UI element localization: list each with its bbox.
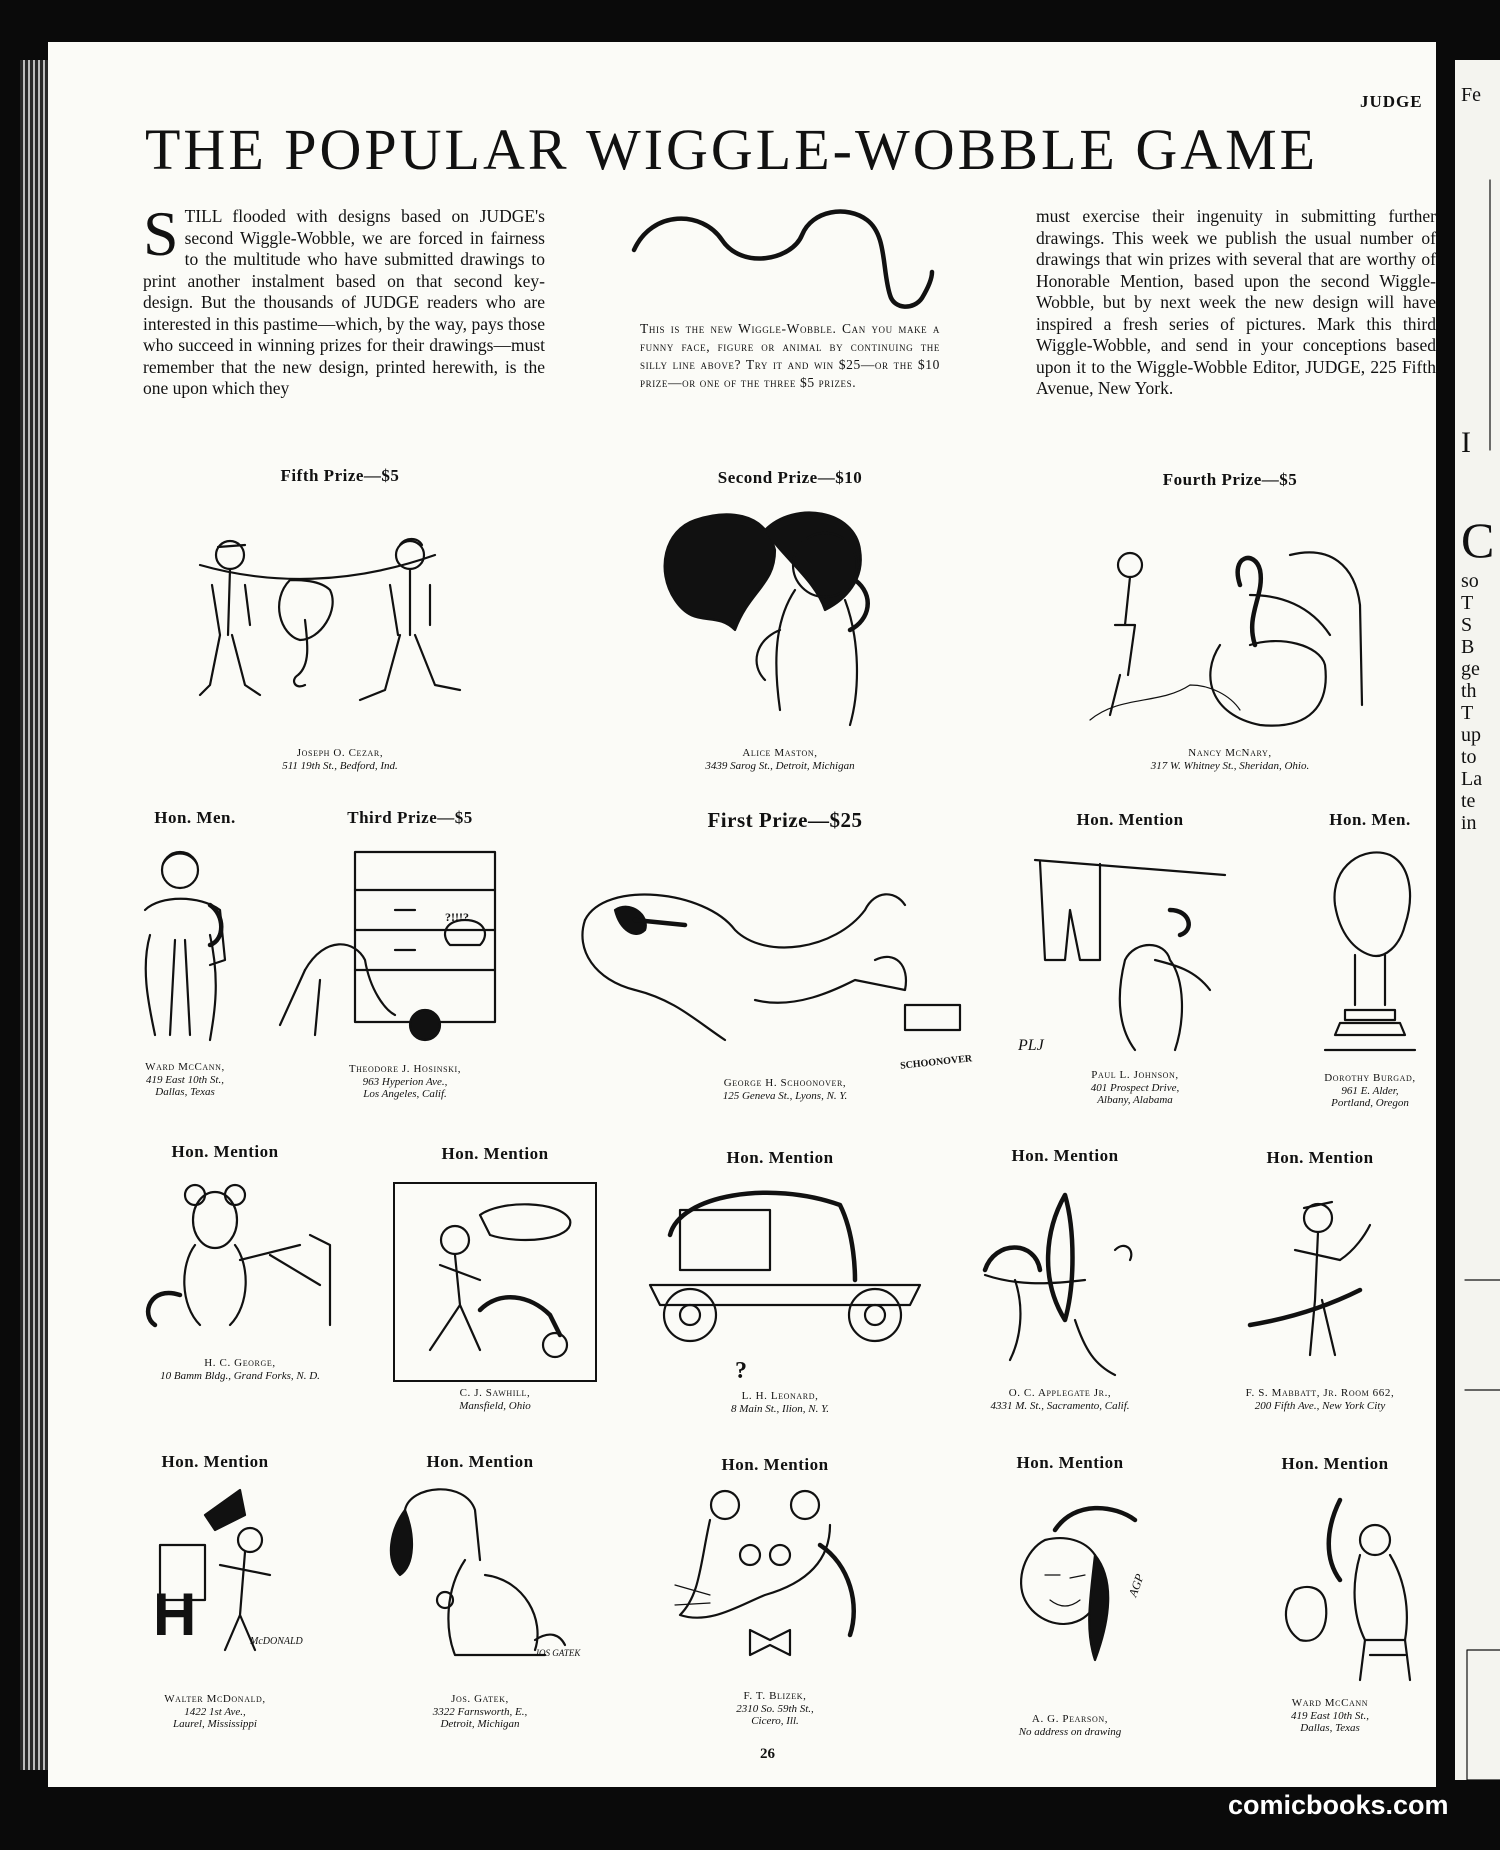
drawing-waterfall-scene [955,1190,1175,1380]
drawing-soldier-with-sword [1240,1180,1400,1365]
hon-mention-label: Hon. Mention [426,1452,534,1471]
entrant-name: L. H. Leonard, [741,1390,819,1402]
entry-credit [670,747,890,772]
drawing-old-automobile [640,1175,930,1355]
site-watermark: comicbooks.com [1228,1790,1449,1820]
facing-page-text: Fe [1461,84,1481,106]
letter-h-graphic: H [153,1581,197,1648]
artist-signature: JOS GATEK [535,1648,581,1658]
entrant-name: A. G. Pearson, [1031,1713,1109,1725]
entrant-address: 3322 Farnsworth, E., [432,1705,528,1718]
entrant-address-line2: Portland, Oregon [1331,1097,1409,1109]
entrant-address: 3439 Sarog St., Detroit, Michigan [705,759,855,772]
entry-credit [120,1061,250,1099]
entrant-address-line2: Dallas, Texas [1300,1722,1360,1734]
hon-mention-label: Hon. Mention [721,1455,829,1474]
hon-mention-label: Hon. Mention [441,1144,549,1163]
page-title: THE POPULAR WIGGLE-WOBBLE GAME [145,117,1319,182]
facing-page-text: T [1461,702,1474,724]
entry-credit [1110,747,1350,772]
facing-page-text: so [1461,570,1479,592]
entrant-name: Paul L. Johnson, [1091,1069,1179,1081]
hon-mention-label: Hon. Mention [726,1148,834,1167]
hon-mention-label: Hon. Mention [171,1142,279,1161]
entrant-name: Theodore J. Hosinski, [348,1063,462,1075]
drawing-dog-and-laundry [1025,850,1235,1065]
drawing-girl-with-hair [655,490,915,745]
entry-credit [1040,1069,1230,1107]
facing-page-text: La [1461,768,1483,790]
hon-mention-label: Hon. Mention [1281,1454,1389,1473]
hon-mention-label: Hon. Men. [154,808,236,827]
drawing-women-with-dog [1265,1480,1415,1685]
entrant-address: 1422 1st Ave., [184,1705,246,1718]
entrant-address: 317 W. Whitney St., Sheridan, Ohio. [1150,759,1310,772]
entrant-address-line2: Los Angeles, Calif. [363,1088,447,1100]
page-number: 26 [760,1746,775,1762]
speech-bubble-text: ?!!!? [445,910,469,924]
prize-label-first: First Prize—$25 [707,808,863,832]
facing-page-text: th [1461,680,1477,702]
facing-page [1455,60,1500,1780]
facing-page-text: B [1461,636,1475,658]
drawing-man-with-trousers [125,840,235,1055]
facing-page-frame-lines [1455,60,1500,1780]
entrant-name: C. J. Sawhill, [459,1387,531,1399]
entrant-name: George H. Schoonover, [723,1077,847,1089]
facing-page-text: I [1461,426,1471,459]
entrant-name: Jos. Gatek, [451,1693,509,1705]
entrant-address-line2: Albany, Alabama [1097,1094,1173,1106]
entry-credit [670,1077,900,1102]
new-design-caption: This is the new Wiggle-Wobble. Can you make a funny face, figure or animal by continuing the silly line above? Try it and win $25—or the $10 prize—or one of the three $5 prizes. [640,321,940,390]
artist-signature: SCHOONOVER [899,1053,973,1072]
prize-label-second: Second Prize—$10 [717,468,863,487]
artist-signature: PLJ [1018,1037,1044,1054]
entrant-address: 511 19th St., Bedford, Ind. [282,759,398,772]
entrant-address: 963 Hyperion Ave., [362,1075,448,1088]
entrant-address: 200 Fifth Ave., New York City [1254,1399,1386,1412]
entrant-address: 419 East 10th St., [146,1073,224,1086]
hon-mention-label: Hon. Mention [1266,1148,1374,1167]
entrant-address-line2: Laurel, Mississippi [173,1718,257,1730]
drawing-bust-on-pedestal [1315,845,1425,1060]
entry-credit [410,1387,580,1412]
entrant-address: 10 Bamm Bldg., Grand Forks, N. D. [160,1369,320,1382]
entrant-name: Joseph O. Cezar, [296,747,384,759]
facing-page-text: in [1461,812,1477,834]
facing-page-text: to [1461,746,1477,768]
entrant-address: 2310 So. 59th St., [736,1702,814,1715]
prize-label-fifth: Fifth Prize—$5 [280,466,400,485]
entry-credit [690,1690,860,1728]
facing-page-text: T [1461,592,1474,614]
drawing-girls-with-rug [1080,535,1370,740]
entrant-name: Ward McCann, [145,1061,225,1073]
hon-mention-label: Hon. Mention [1011,1146,1119,1165]
entrant-address-line2: Dallas, Texas [155,1086,215,1098]
entrant-name: O. C. Applegate Jr., [1008,1387,1112,1399]
entry-credit [950,1387,1170,1412]
entrant-address-line2: Cicero, Ill. [751,1715,799,1727]
entry-credit [1300,1072,1440,1110]
entrant-address: No address on drawing [1018,1725,1122,1738]
facing-page-text: S [1461,614,1473,636]
entry-credit [300,1063,510,1101]
book-page-edge [20,60,50,1770]
hon-mention-label: Hon. Mention [1076,810,1184,829]
hon-mention-label: Hon. Men. [1329,810,1411,829]
facing-page-text: up [1461,724,1481,746]
artist-signature: AGP [1125,1571,1147,1599]
entrant-address: 419 East 10th St., [1291,1709,1369,1722]
entry-credit [1255,1697,1405,1735]
drawing-men-carrying-cat [190,525,490,725]
artist-signature: McDONALD [250,1636,303,1647]
facing-page-text: te [1461,790,1476,812]
hon-mention-label: Hon. Mention [161,1452,269,1471]
entry-credit [690,1390,870,1415]
entry-credit [230,747,450,772]
entry-credit [135,1693,295,1731]
entrant-address: 125 Geneva St., Lyons, N. Y. [722,1089,848,1102]
entrant-address: 401 Prospect Drive, [1090,1081,1180,1094]
magazine-name: JUDGE [1360,92,1423,111]
drop-cap: S [143,198,179,269]
intro-right-column: must exercise their ingenuity in submitting further drawings. This week we publish the usual number of drawings that win prizes with several that are worthy of Honorable Mention, based upon the second Wiggle-Wobble, but by next week the new design will have inspired a fresh series of pictures. Mark this third Wiggle-Wobble, and send in your conceptions based upon it to the Wiggle-Wobble Editor, JUDGE, 225 Fifth Avenue, New York. [1036,206,1436,398]
wiggle-wobble-key-design [632,200,962,320]
entrant-name: Dorothy Burgad, [1324,1072,1416,1084]
entrant-address: 961 E. Alder, [1341,1084,1399,1097]
entrant-address: 4331 M. St., Sacramento, Calif. [990,1399,1130,1412]
entrant-name: Ward McCann [1291,1697,1369,1709]
intro-left-column [143,198,545,400]
drawing-rat-in-bowtie [670,1485,880,1685]
drawing-pig-running [575,870,995,1050]
drawing-mouse-at-table [140,1175,340,1355]
cartoon-question-mark: ? [735,1358,747,1384]
entrant-address: Mansfield, Ohio [459,1399,531,1412]
entrant-address: 8 Main St., Ilion, N. Y. [731,1402,829,1415]
entrant-name: H. C. George, [204,1357,276,1369]
drawing-man-pushing-cart [400,1200,590,1370]
facing-page-text: C [1461,512,1495,568]
entry-credit [395,1693,565,1731]
prize-label-third: Third Prize—$5 [347,808,473,827]
entrant-name: Nancy McNary, [1188,747,1272,759]
entrant-name: F. T. Blizek, [743,1690,807,1702]
facing-page-text: ge [1461,658,1480,680]
intro-left-text: TILL flooded with designs based on JUDGE's second Wiggle-Wobble, we are forced in fairness to the multitude who have submitted drawings to print another instalment based on that second key-design. But the thousands of JUDGE readers who are interested in this pastime—which, by the way, pays those who succeed in winning prizes for their drawings—must remember that the new design, printed herewith, is the one upon which they [143,206,545,398]
entrant-address-line2: Detroit, Michigan [440,1718,520,1730]
entry-credit [1215,1387,1425,1412]
drawing-dresser-crawling-man [275,850,535,1055]
entry-credit [125,1357,355,1382]
entrant-name: F. S. Mabbatt, Jr. Room 662, [1245,1387,1395,1399]
prize-label-fourth: Fourth Prize—$5 [1162,470,1298,489]
hon-mention-label: Hon. Mention [1016,1453,1124,1472]
drawing-bloodhound [385,1480,575,1670]
entry-credit [985,1713,1155,1738]
entrant-name: Alice Maston, [742,747,818,759]
entrant-name: Walter McDonald, [164,1693,266,1705]
